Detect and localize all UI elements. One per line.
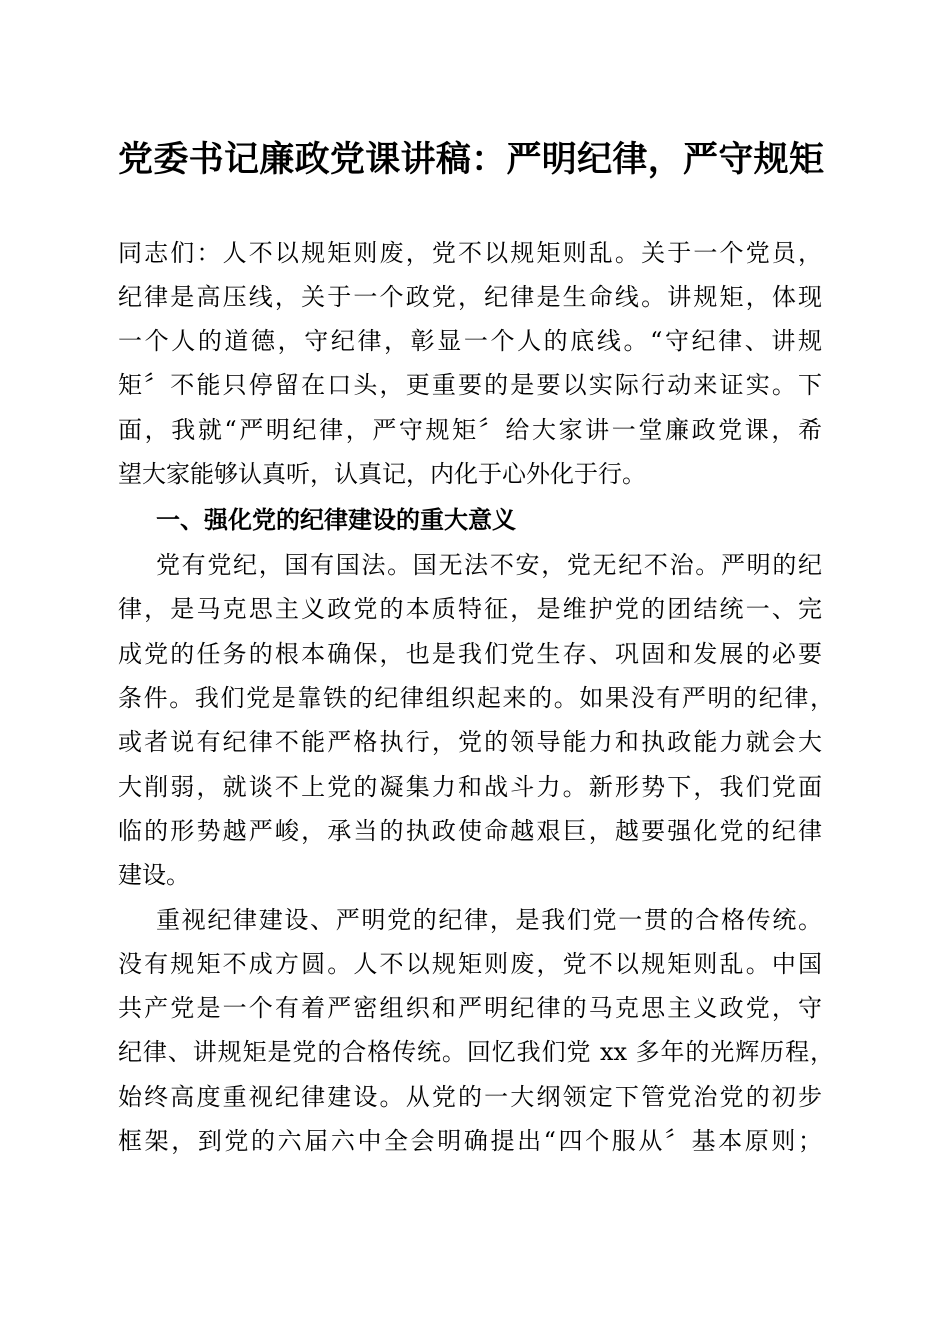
text-line: 纪律是高压线，关于一个政党，纪律是生命线。讲规矩，体现	[118, 283, 822, 311]
text-line: 或者说有纪律不能严格执行，党的领导能力和执政能力就会大	[118, 728, 822, 756]
text-line: 面，我就“严明纪律，严守规矩〞给大家讲一堂廉政党课，希	[118, 416, 822, 444]
text-line: 重视纪律建设、严明党的纪律，是我们党一贯的合格传统。	[156, 906, 822, 934]
text-line: 望大家能够认真听，认真记，内化于心外化于行。	[118, 460, 646, 488]
text-line: 一个人的道德，守纪律，彰显一个人的底线。“守纪律、讲规	[118, 327, 822, 355]
text-line: 共产党是一个有着严密组织和严明纪律的马克思主义政党，守	[118, 994, 822, 1022]
text-line: 纪律、讲规矩是党的合格传统。回忆我们党 xx 多年的光辉历程，	[118, 1038, 834, 1066]
text-line: 同志们：人不以规矩则废，党不以规矩则乱。关于一个党员，	[118, 239, 822, 267]
text-line: 临的形势越严峻，承当的执政使命越艰巨，越要强化党的纪律	[118, 817, 822, 845]
text-line: 框架，到党的六届六中全会明确提出“四个服从〞基本原则；	[118, 1127, 822, 1155]
text-line: 建设。	[118, 861, 190, 889]
text-line: 党有党纪，国有国法。国无法不安，党无纪不治。严明的纪	[156, 551, 822, 579]
text-line: 没有规矩不成方圆。人不以规矩则废，党不以规矩则乱。中国	[118, 950, 822, 978]
text-line: 条件。我们党是靠铁的纪律组织起来的。如果没有严明的纪律，	[118, 684, 834, 712]
text-line: 大削弱，就谈不上党的凝集力和战斗力。新形势下，我们党面	[118, 773, 822, 801]
text-line: 矩〞不能只停留在口头，更重要的是要以实际行动来证实。下	[118, 371, 822, 399]
text-line: 成党的任务的根本确保，也是我们党生存、巩固和发展的必要	[118, 640, 822, 668]
section-heading: 一、强化党的纪律建设的重大意义	[156, 506, 516, 534]
document-title: 党委书记廉政党课讲稿：严明纪律，严守规矩	[118, 139, 824, 180]
text-line: 律，是马克思主义政党的本质特征，是维护党的团结统一、完	[118, 595, 822, 623]
text-line: 始终高度重视纪律建设。从党的一大纲领定下管党治党的初步	[118, 1083, 822, 1111]
